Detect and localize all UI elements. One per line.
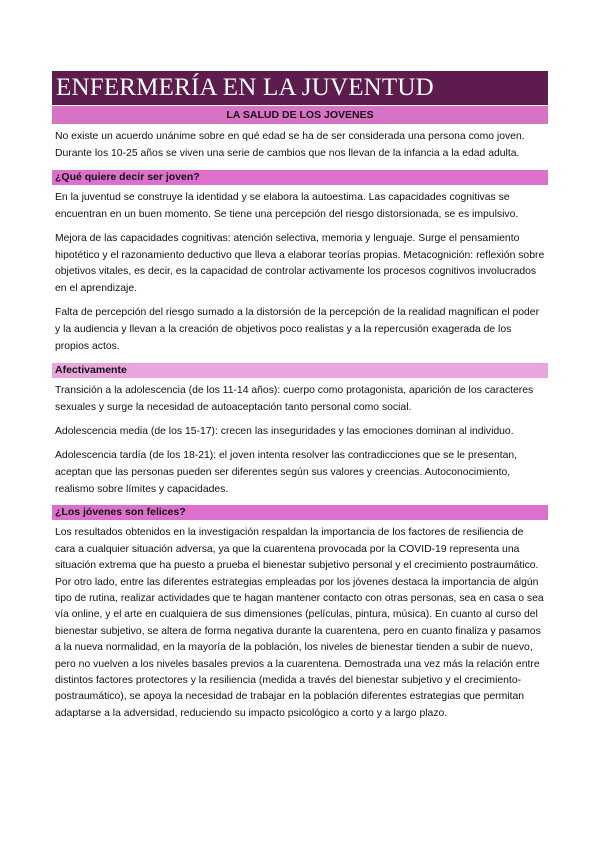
section-paragraph: En la juventud se construye la identidad y se elabora la autoestima. Las capacidades cognitivas se encuentran en un buen momento. Se tiene una percepción del riesgo distorsionada, se es impulsivo. — [55, 191, 519, 220]
section-paragraph: Los resultados obtenidos en la investigación respaldan la importancia de los factores de resiliencia de cara a cualquier situación adversa, ya que la cuarentena provocada por la COVID-19 representa una situación extrema que ha puesto a prueba el bienestar subjetivo personal y el crecimiento postraumático. Por otro lado, entre las diferentes estrategias empleadas por los jóvenes destaca la importancia de algún tipo de rutina, realizar actividades que te hagan mantener contacto con otras personas, sea en casa o sea vía online, y el arte en cualquiera de sus dimensiones (películas, pintura, música). En cuanto al curso del bienestar subjetivo, se altera de forma negativa durante la cuarentena, pero en cuanto finaliza y pasamos a la nueva normalidad, en la mayoría de la población, los niveles de bienestar tienden a subir de nuevo, pero no vuelven a los niveles basales previos a la cuarentena. Demostrada una vez más la relación entre distintos factores protectores y la resiliencia (medida a través del bienestar subjetivo y el crecimiento-postraumático), se apoya la necesidad de trabajar en la población diferentes estrategias que permitan adaptarse a la adversidad, reduciendo su impacto psicológico a corto y a largo plazo. — [55, 527, 544, 719]
section-heading-jovenes-felices: ¿Los jóvenes son felices? — [52, 505, 548, 520]
section-paragraph: Adolescencia media (de los 15-17): crecen las inseguridades y las emociones dominan al individuo. — [55, 425, 514, 437]
section-paragraph: Mejora de las capacidades cognitivas: atención selectiva, memoria y lenguaje. Surge el pensamiento hipotético y el razonamiento deductivo que lleva a elaborar teorías propias. Metacognición: reflexión sobre objetivos vitales, es decir, es la capacidad de controlar activamente los procesos cognitivos involucrados en el aprendizaje. — [55, 232, 545, 295]
document-title: ENFERMERÍA EN LA JUVENTUD — [52, 71, 548, 105]
section-heading-afectivamente: Afectivamente — [52, 363, 548, 378]
section-paragraph: Falta de percepción del riesgo sumado a la distorsión de la percepción de la realidad magnifican el poder y la audiencia y llevan a la creación de objetivos poco realistas y a la repercusión exagerada de los propios actos. — [55, 307, 540, 353]
section-heading-ser-joven: ¿Qué quiere decir ser joven? — [52, 170, 548, 185]
document-page — [52, 71, 548, 729]
document-subtitle: LA SALUD DE LOS JOVENES — [52, 106, 548, 124]
section-paragraph: Adolescencia tardía (de los 18-21): el joven intenta resolver las contradicciones que se le presentan, aceptan que las personas pueden ser diferentes según sus valores y creencias. Autoconocimiento, realismo sobre límites y capacidades. — [55, 449, 518, 495]
section-paragraph: Transición a la adolescencia (de los 11-14 años): cuerpo como protagonista, aparición de los caracteres sexuales y surge la necesidad de autoaceptación tanto personal como social. — [55, 384, 534, 413]
intro-paragraph: No existe un acuerdo unánime sobre en qué edad se ha de ser considerada una persona como joven. Durante los 10-25 años se viven una serie de cambios que nos llevan de la infancia a la edad adulta. — [55, 131, 525, 159]
